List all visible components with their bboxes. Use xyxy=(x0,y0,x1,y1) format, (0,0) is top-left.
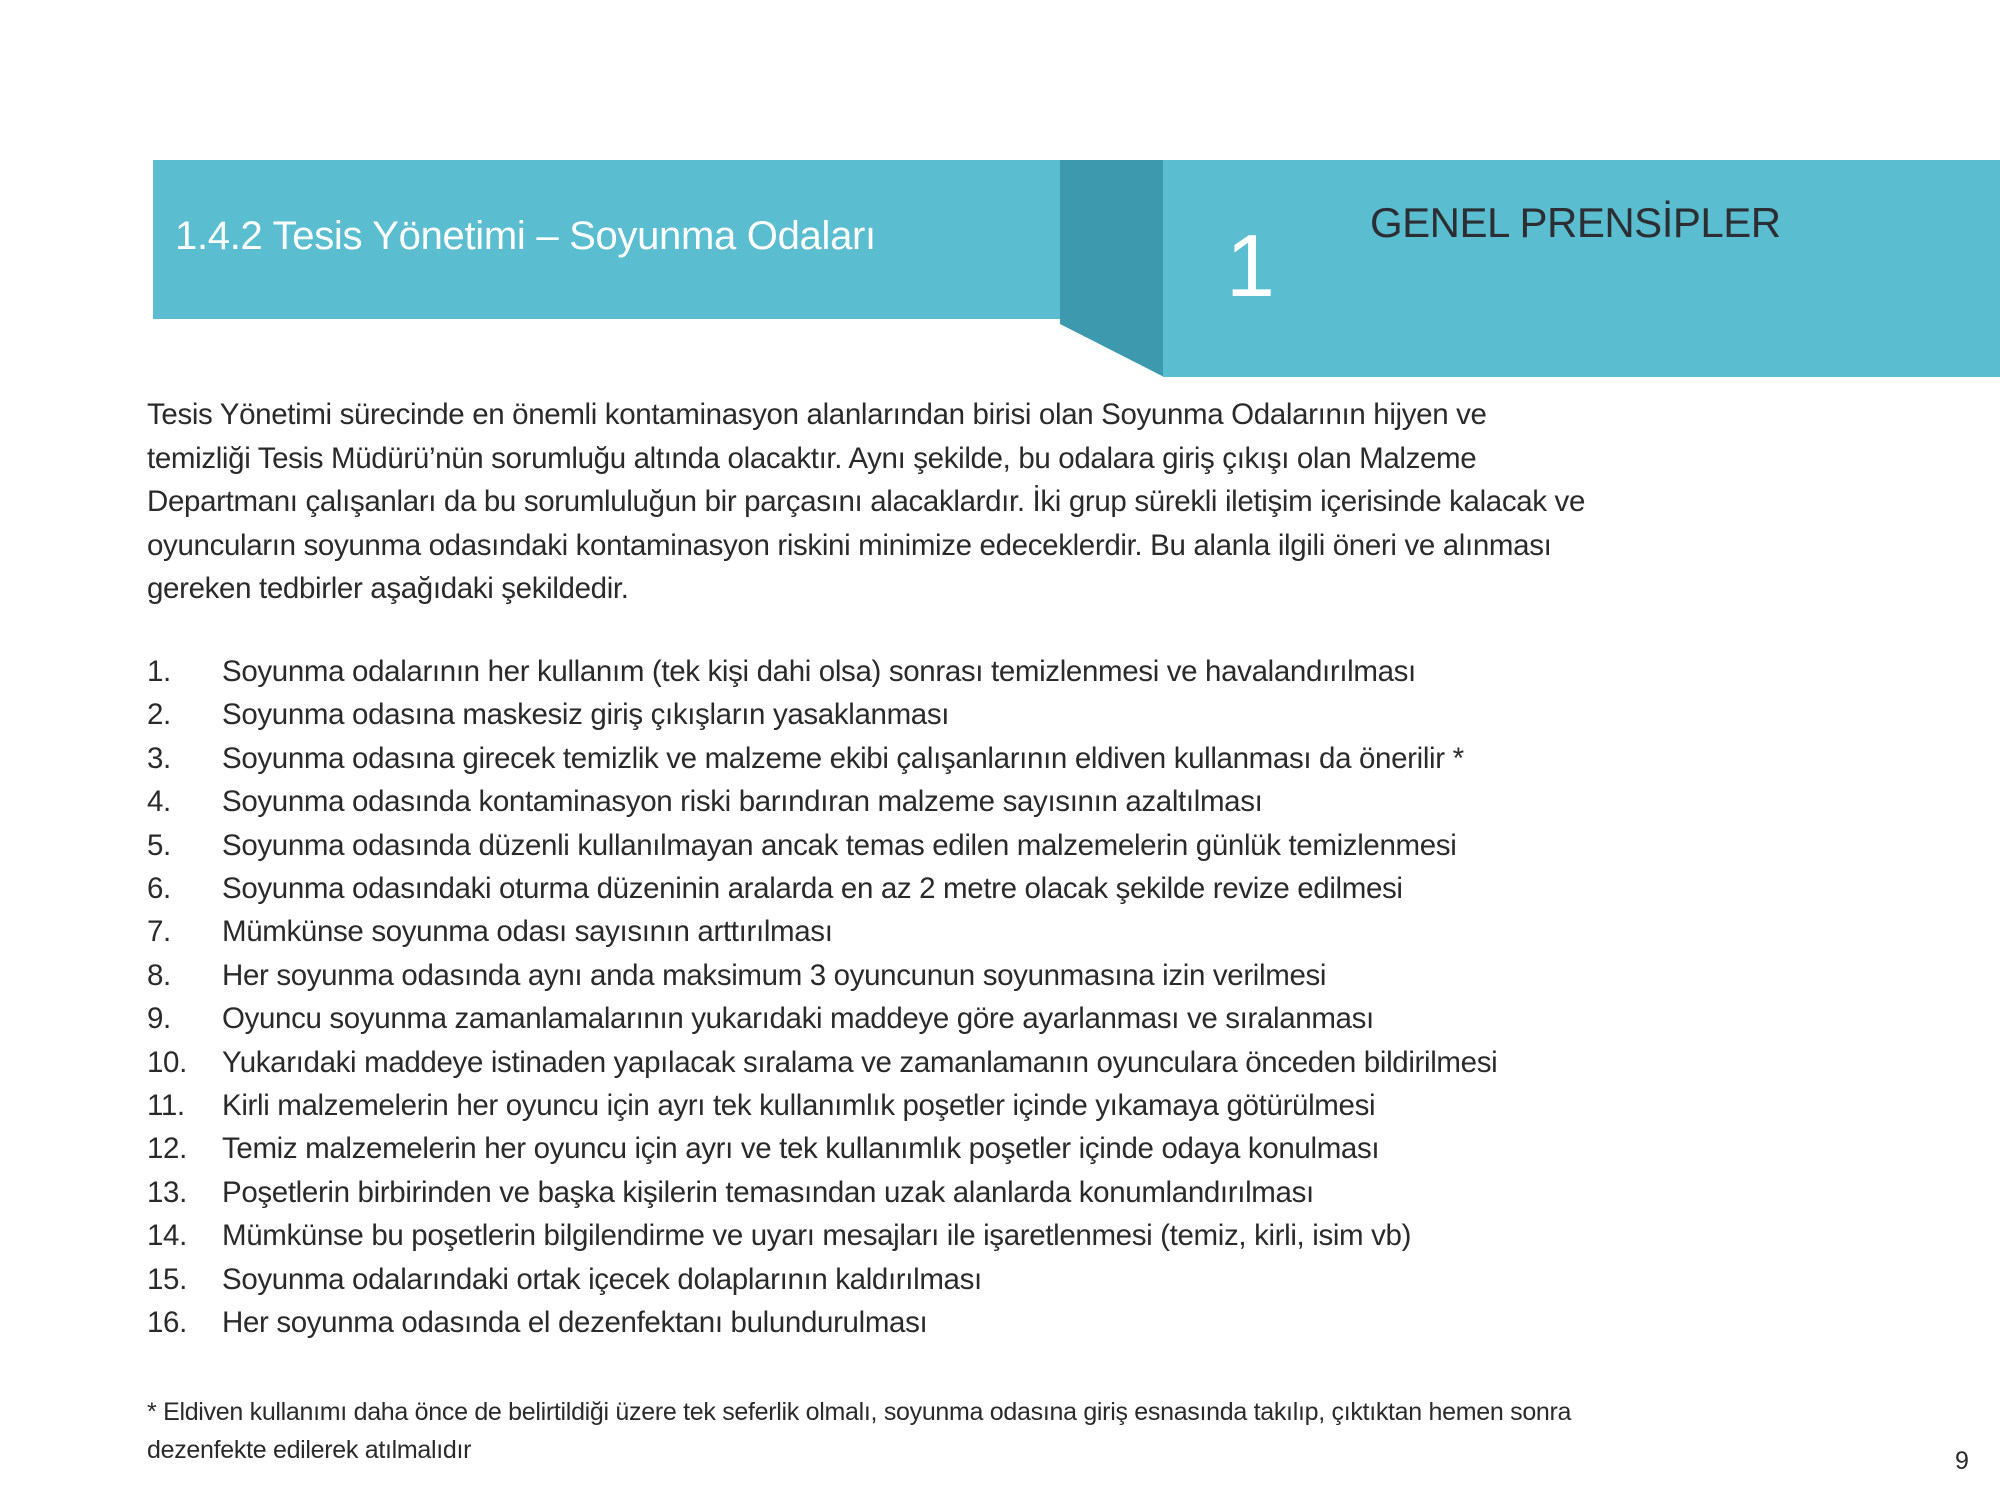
list-item-text: Mümkünse soyunma odası sayısının arttırılması xyxy=(222,915,833,949)
list-item xyxy=(147,1214,1497,1257)
list-item-text: Soyunma odalarının her kullanım (tek kişi dahi olsa) sonrası temizlenmesi ve havalandırılması xyxy=(222,655,1416,688)
footnote xyxy=(147,1393,1571,1469)
list-item-text: Yukarıdaki maddeye istinaden yapılacak sıralama ve zamanlamanın oyunculara önceden bildirilmesi xyxy=(222,1045,1498,1079)
list-item-text: Mümkünse bu poşetlerin bilgilendirme ve uyarı mesajları ile işaretlenmesi (temiz, kirli, isim vb) xyxy=(222,1219,1412,1253)
intro-line: oyuncuların soyunma odasındaki kontaminasyon riskini minimize edeceklerdir. Bu alanla ilgili öneri ve alınması xyxy=(147,528,1552,562)
list-item xyxy=(147,1258,1497,1301)
list-item-text: Soyunma odasında kontaminasyon riski barındıran malzeme sayısının azaltılması xyxy=(222,785,1263,819)
list-item-number: 9. xyxy=(147,1002,171,1036)
intro-line: temizliği Tesis Müdürü’nün sorumluğu altında olacaktır. Aynı şekilde, bu odalara giriş çıkışı olan Malzeme xyxy=(147,441,1477,475)
list-item-number: 12. xyxy=(147,1132,187,1166)
list-item-number: 4. xyxy=(147,785,171,819)
footnote-line: * Eldiven kullanımı daha önce de belirtildiği üzere tek seferlik olmalı, soyunma odasına giriş esnasında takılıp, çıktıktan hemen sonra xyxy=(147,1398,1572,1426)
intro-line: gereken tedbirler aşağıdaki şekildedir. xyxy=(147,572,629,605)
chapter-title: GENEL PRENSİPLER xyxy=(1370,199,1781,246)
list-item xyxy=(147,954,1497,997)
list-item-number: 7. xyxy=(147,915,171,949)
chapter-number: 1 xyxy=(1226,216,1275,315)
banner-fold-shape xyxy=(1060,160,1164,377)
list-item-text: Soyunma odasında düzenli kullanılmayan ancak temas edilen malzemelerin günlük temizlenmesi xyxy=(222,828,1457,862)
list-item-text: Kirli malzemelerin her oyuncu için ayrı tek kullanımlık poşetler içinde yıkamaya götürülmesi xyxy=(222,1089,1376,1123)
list-item-number: 2. xyxy=(147,698,171,732)
footnote-line: dezenfekte edilerek atılmalıdır xyxy=(147,1436,472,1464)
intro-line: Tesis Yönetimi sürecinde en önemli kontaminasyon alanlarından birisi olan Soyunma Odalarının hijyen ve xyxy=(147,398,1487,431)
intro-paragraph xyxy=(147,393,1947,611)
list-item xyxy=(147,780,1497,823)
list-item-number: 3. xyxy=(147,741,171,775)
list-item xyxy=(147,910,1497,953)
list-item-text: Her soyunma odasında aynı anda maksimum 3 oyuncunun soyunmasına izin verilmesi xyxy=(222,958,1327,992)
banner-fold-polygon xyxy=(1060,160,1164,377)
list-item-number: 13. xyxy=(147,1175,187,1209)
list-item xyxy=(147,693,1497,736)
page-number: 9 xyxy=(1955,1447,1969,1475)
list-item xyxy=(147,1084,1497,1127)
list-item-text: Soyunma odasına girecek temizlik ve malzeme ekibi çalışanlarının eldiven kullanması da önerilir * xyxy=(222,741,1464,775)
chapter-banner xyxy=(1163,160,2000,377)
rules-list xyxy=(147,650,1497,1345)
list-item-number: 1. xyxy=(147,655,171,688)
list-item-text: Temiz malzemelerin her oyuncu için ayrı ve tek kullanımlık poşetler içinde odaya konulması xyxy=(222,1132,1380,1166)
list-item xyxy=(147,997,1497,1040)
list-item xyxy=(147,1041,1497,1084)
list-item-number: 10. xyxy=(147,1045,187,1079)
section-title: 1.4.2 Tesis Yönetimi – Soyunma Odaları xyxy=(175,214,876,258)
list-item xyxy=(147,1127,1497,1170)
list-item-text: Soyunma odasındaki oturma düzeninin aralarda en az 2 metre olacak şekilde revize edilmesi xyxy=(222,872,1403,906)
list-item-number: 5. xyxy=(147,828,171,862)
list-item-number: 11. xyxy=(147,1089,185,1123)
list-item xyxy=(147,1301,1497,1344)
list-item-text: Soyunma odasına maskesiz giriş çıkışların yasaklanması xyxy=(222,698,950,732)
list-item xyxy=(147,1171,1497,1214)
list-item xyxy=(147,867,1497,910)
list-item xyxy=(147,737,1497,780)
list-item-number: 15. xyxy=(147,1262,187,1296)
list-item-text: Oyuncu soyunma zamanlamalarının yukarıdaki maddeye göre ayarlanması ve sıralanması xyxy=(222,1002,1374,1036)
list-item-text: Soyunma odalarındaki ortak içecek dolaplarının kaldırılması xyxy=(222,1262,982,1296)
list-item-number: 14. xyxy=(147,1219,187,1253)
list-item-text: Poşetlerin birbirinden ve başka kişilerin temasından uzak alanlarda konumlandırılması xyxy=(222,1175,1314,1209)
list-item-text: Her soyunma odasında el dezenfektanı bulundurulması xyxy=(222,1306,928,1340)
list-item-number: 8. xyxy=(147,958,171,992)
intro-line: Departmanı çalışanları da bu sorumluluğun bir parçasını alacaklardır. İki grup sürekli iletişim içerisinde kalacak ve xyxy=(147,485,1585,518)
list-item xyxy=(147,824,1497,867)
list-item xyxy=(147,650,1497,693)
list-item-number: 6. xyxy=(147,872,171,906)
list-item-number: 16. xyxy=(147,1306,187,1340)
